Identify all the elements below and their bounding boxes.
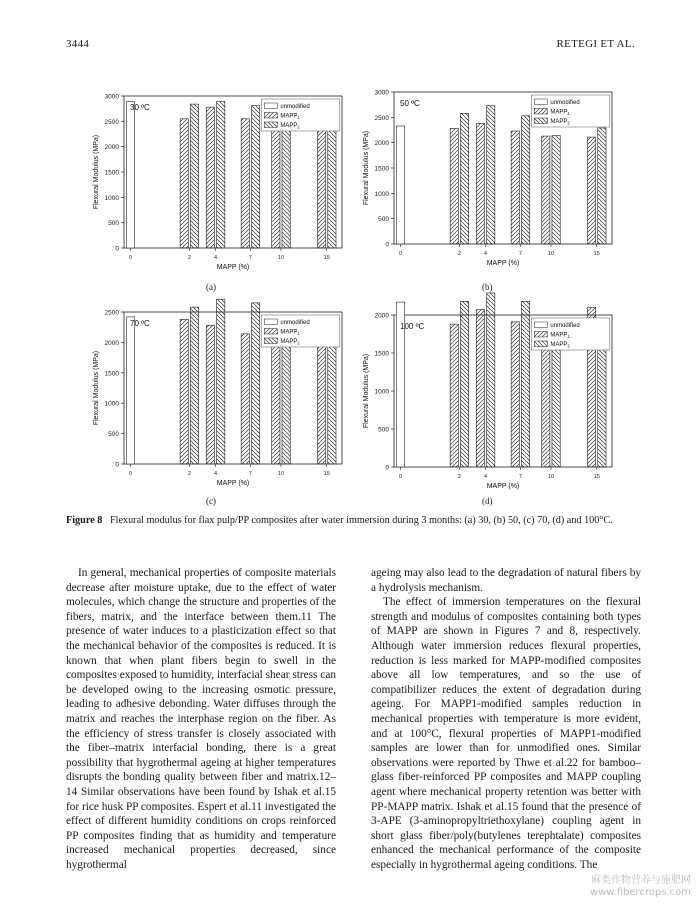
watermark (590, 875, 691, 899)
legend-label: unmodified (280, 104, 310, 110)
bar-mapp2 (328, 330, 336, 464)
x-tick-label: 2 (187, 255, 191, 261)
x-tick-label: 0 (129, 255, 133, 261)
body-column-left (66, 566, 336, 872)
y-axis-label: Flexural Modulus (MPa) (93, 134, 100, 210)
bar-mapp1 (511, 322, 519, 467)
x-tick-label: 15 (593, 474, 600, 480)
body-paragraph: The effect of immersion temperatures on the flexural strength and modulus of composites containing both types of MAPP are shown in Figures 7 and 8, respectively. Although water immersion reduces flexural properties, reduction is less marked for MAPP-modified composites above all low temperatures, and so the use of compatibilizer reduces the extent of degradation during ageing. For MAPP1-modified samples reduction in mechanical properties with temperature is more evident, and at 100°C, flexural properties of MAPP1-modified samples are lower than for unmodified ones. Similar observations were reported by Thwe et al.22 for bamboo–glass fiber-reinforced PP composites and MAPP coupling agent where mechanical property retention was better with PP-MAPP matrix. Ishak et al.15 found that the presence of 3-APE (3-aminopropyltriethoxylane) coupling agent in short glass fiber/poly(butylenes terephtalate) composites enhanced the mechanical performance of the composite especially in hygrothermal ageing conditions. The (371, 596, 641, 871)
legend-label: $MAPP_1$ (280, 113, 300, 121)
legend-swatch (534, 322, 547, 328)
x-tick-label: 2 (457, 251, 461, 257)
bar-chart-svg (356, 84, 618, 274)
y-tick-label: 2000 (374, 312, 389, 320)
bar-mapp1 (450, 324, 458, 467)
x-tick-label: 10 (547, 474, 555, 480)
bar-mapp2 (552, 331, 560, 467)
bar-mapp2 (328, 119, 336, 248)
panel-label-c: (c) (206, 496, 216, 506)
x-tick-label: 4 (214, 255, 218, 261)
bar-mapp2 (282, 128, 290, 248)
bar-chart-svg (356, 307, 618, 497)
panel-label-a: (a) (206, 282, 216, 292)
legend-label: $MAPP_2$ (280, 339, 300, 346)
y-axis-label: Flexural Modulus (MPa) (363, 130, 370, 206)
bar-mapp2 (521, 116, 529, 244)
bar-mapp1 (511, 131, 519, 244)
x-tick-label: 7 (248, 255, 252, 261)
bar-mapp2 (487, 293, 495, 467)
chart-panel-c (86, 304, 348, 494)
bar-mapp2 (521, 301, 529, 467)
legend-label: unmodified (280, 320, 310, 326)
y-tick-label: 3000 (104, 93, 119, 101)
body-paragraph: In general, mechanical properties of composite materials decrease after moisture uptake, due to the effect of water molecules, which change the structure and properties of the fibers, matrix, and the interface between them.11 The presence of water induces to a plasticization effect so that the mechanical behavior of the composites is reduced. It is known that when plant fibers begin to swell in the composites exposed to humidity, interfacial shear stress can be developed owing to the increasing osmotic pressure, leading to adhesive debonding. Water diffuses through the matrix and reaches the interphase region on the fiber. As the efficiency of stress transfer is closely associated with the fiber–matrix interfacial bonding, there is a great possibility that hygrothermal ageing at higher temperatures disrupts the bonding quality between fiber and matrix.12–14 Similar observations have been found by Ishak et al.15 for rice husk PP composites. Espert et al.11 investigated the effect of different humidity conditions on crops reinforced PP composites finding that as humidity and temperature increased mechanical properties decreased, since hygrothermal (66, 567, 336, 871)
x-tick-label: 10 (277, 471, 285, 477)
y-tick-label: 500 (378, 426, 389, 434)
y-tick-label: 2500 (104, 118, 119, 126)
chart-panel-a (86, 88, 348, 278)
bar-mapp1 (272, 114, 280, 248)
x-tick-label: 15 (323, 255, 330, 261)
temperature-label: 50 ºC (400, 99, 420, 108)
y-tick-label: 1000 (374, 388, 389, 396)
watermark-line: 麻类作物营养与施肥网 (591, 875, 691, 886)
x-tick-label: 4 (484, 251, 488, 257)
legend-swatch (264, 122, 277, 128)
bar-mapp2 (190, 307, 198, 464)
bar-mapp1 (206, 107, 214, 248)
figure-caption-text: Flexural modulus for flax pulp/PP composites after water immersion during 3 months: (a) 30, (b) 50, (c) 70, (d) and 100°C. (109, 515, 613, 526)
legend-swatch (264, 103, 277, 109)
x-tick-label: 2 (187, 471, 191, 477)
y-tick-label: 2500 (104, 309, 119, 317)
bar-mapp1 (317, 119, 325, 248)
watermark-line: www.fibercrops.com (589, 887, 691, 898)
y-tick-label: 1500 (104, 169, 119, 177)
y-tick-label: 1500 (374, 350, 389, 358)
y-axis-label: Flexural Modulus (MPa) (93, 350, 100, 426)
bar-mapp2 (552, 136, 560, 244)
y-tick-label: 2500 (374, 114, 389, 122)
x-tick-label: 0 (399, 474, 403, 480)
legend-swatch (534, 341, 547, 347)
legend-swatch (264, 113, 277, 119)
panel-label-b: (b) (482, 282, 493, 292)
y-tick-label: 500 (108, 431, 119, 439)
bar-mapp1 (180, 119, 188, 248)
bar-mapp2 (217, 299, 225, 464)
figure-label: Figure 8 (66, 515, 103, 526)
x-axis-label: MAPP (%) (486, 260, 520, 267)
bar-mapp1 (476, 310, 484, 467)
x-tick-label: 4 (484, 474, 488, 480)
bar-chart-svg (86, 304, 348, 494)
bar-mapp2 (251, 106, 259, 248)
figure-caption (66, 514, 638, 527)
bar-mapp1 (542, 136, 550, 244)
y-tick-label: 1000 (104, 400, 119, 408)
bar-unmodified (126, 317, 134, 464)
x-tick-label: 0 (129, 471, 133, 477)
legend-swatch (534, 99, 547, 105)
temperature-label: 30 ºC (130, 103, 150, 112)
bar-mapp1 (587, 137, 595, 244)
x-tick-label: 10 (547, 251, 555, 257)
x-tick-label: 4 (214, 471, 218, 477)
chart-panel-b (356, 84, 618, 274)
bar-mapp1 (241, 334, 249, 464)
bar-mapp2 (598, 128, 606, 244)
x-tick-label: 7 (248, 471, 252, 477)
legend-label: $MAPP_2$ (280, 123, 300, 130)
bar-mapp1 (180, 319, 188, 464)
bar-mapp2 (487, 106, 495, 244)
x-tick-label: 15 (323, 471, 330, 477)
x-tick-label: 0 (399, 251, 403, 257)
bar-mapp1 (476, 123, 484, 244)
x-axis-label: MAPP (%) (216, 480, 250, 487)
y-tick-label: 1500 (374, 165, 389, 173)
bar-mapp2 (460, 301, 468, 467)
y-tick-label: 0 (115, 245, 119, 253)
bar-mapp2 (282, 334, 290, 464)
x-tick-label: 7 (518, 251, 522, 257)
legend-label: $MAPP_1$ (280, 329, 300, 337)
chart-panel-d (356, 307, 618, 497)
y-tick-label: 1500 (104, 370, 119, 378)
x-tick-label: 15 (593, 251, 600, 257)
bar-mapp2 (251, 303, 259, 464)
bar-mapp1 (206, 325, 214, 464)
bar-chart-svg (86, 88, 348, 278)
y-axis-label: Flexural Modulus (MPa) (363, 353, 370, 429)
legend-swatch (264, 338, 277, 344)
y-tick-label: 500 (378, 216, 389, 224)
body-paragraph: ageing may also lead to the degradation of natural fibers by a hydrolysis mechanism. (371, 567, 641, 594)
legend-swatch (534, 118, 547, 124)
bar-mapp2 (190, 104, 198, 248)
legend-label: $MAPP_1$ (550, 332, 570, 340)
legend-swatch (534, 332, 547, 338)
bar-unmodified (396, 126, 404, 244)
y-tick-label: 2000 (374, 140, 389, 148)
y-tick-label: 0 (115, 461, 119, 469)
legend-label: $MAPP_1$ (550, 109, 570, 117)
legend-label: $MAPP_2$ (550, 119, 570, 126)
y-tick-label: 3000 (374, 89, 389, 97)
legend-swatch (264, 319, 277, 325)
bar-mapp2 (217, 102, 225, 248)
y-tick-label: 1000 (104, 194, 119, 202)
y-tick-label: 500 (108, 220, 119, 228)
legend-swatch (264, 329, 277, 335)
y-tick-label: 0 (385, 464, 389, 472)
body-column-right (371, 566, 641, 872)
legend-label: unmodified (550, 100, 580, 106)
x-tick-label: 7 (518, 474, 522, 480)
legend-label: $MAPP_2$ (550, 342, 570, 349)
legend-label: unmodified (550, 323, 580, 329)
bar-unmodified (126, 102, 134, 248)
temperature-label: 70 ºC (130, 319, 150, 328)
x-axis-label: MAPP (%) (486, 483, 520, 490)
running-title: RETEGI ET AL. (556, 38, 635, 50)
y-tick-label: 2000 (104, 339, 119, 347)
temperature-label: 100 ºC (400, 322, 425, 331)
bar-mapp2 (460, 113, 468, 244)
bar-mapp1 (450, 128, 458, 244)
x-tick-label: 2 (457, 474, 461, 480)
x-tick-label: 10 (277, 255, 285, 261)
y-tick-label: 1000 (374, 190, 389, 198)
bar-mapp1 (241, 119, 249, 248)
y-tick-label: 2000 (104, 144, 119, 152)
panel-label-d: (d) (482, 496, 493, 506)
page-number: 3444 (66, 38, 90, 50)
y-tick-label: 0 (385, 241, 389, 249)
x-axis-label: MAPP (%) (216, 264, 250, 271)
legend-swatch (534, 109, 547, 115)
